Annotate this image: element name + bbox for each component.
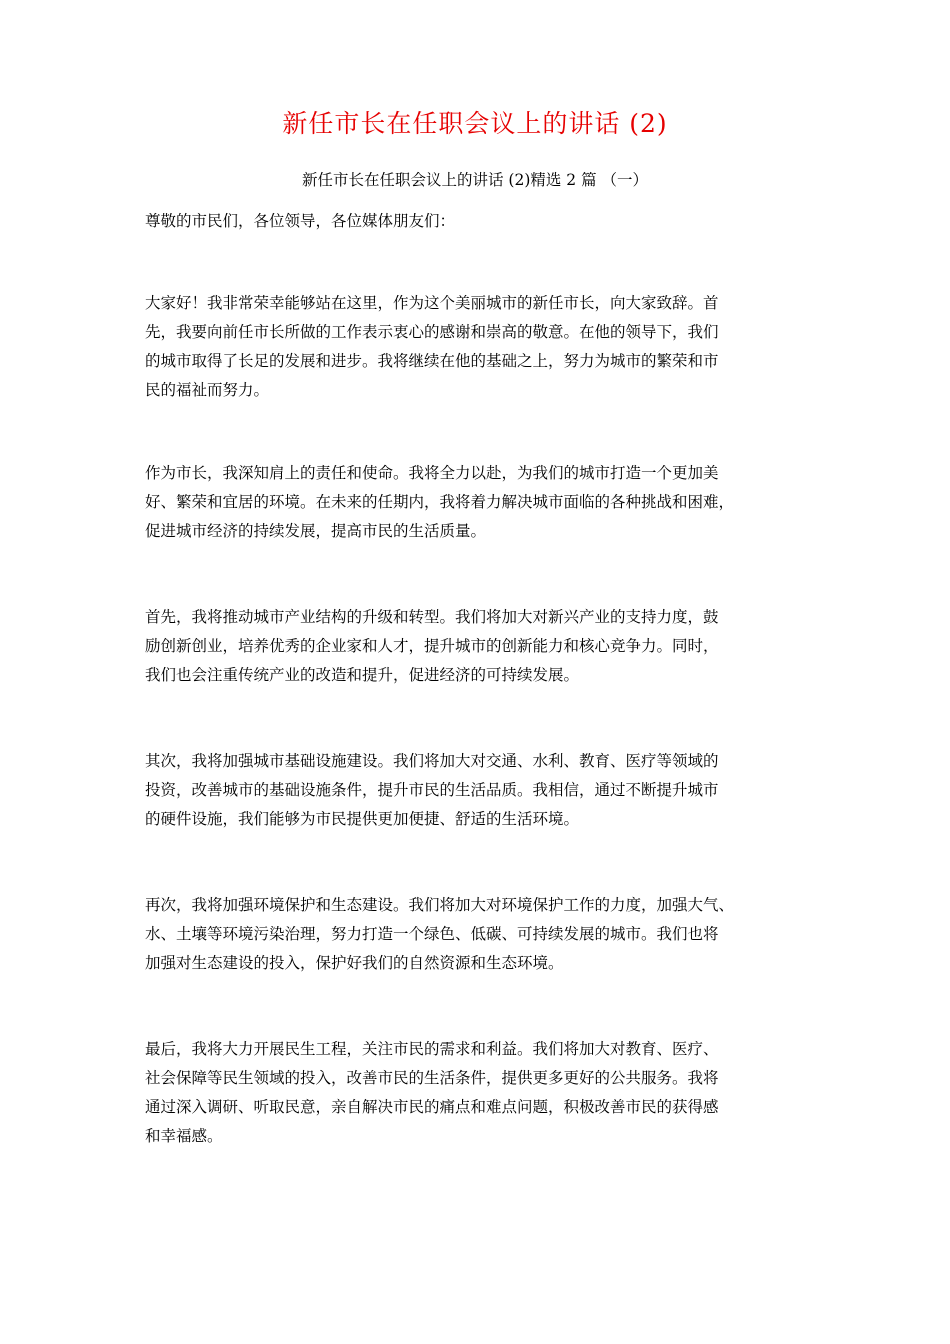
paragraph-line: 先，我要向前任市长所做的工作表示衷心的感谢和崇高的敬意。在他的领导下，我们 [145, 323, 719, 341]
paragraph-line: 好、繁荣和宜居的环境。在未来的任期内，我将着力解决城市面临的各种挑战和困难， [145, 493, 735, 511]
paragraph-2 [145, 459, 825, 546]
salutation: 尊敬的市民们，各位领导，各位媒体朋友们： [145, 212, 456, 230]
paragraph-line: 投资，改善城市的基础设施条件，提升市民的生活品质。我相信，通过不断提升城市 [145, 781, 719, 799]
paragraph-1 [145, 289, 825, 405]
paragraph-line: 作为市长，我深知肩上的责任和使命。我将全力以赴，为我们的城市打造一个更加美 [145, 464, 719, 482]
paragraph-5 [145, 891, 825, 978]
paragraph-line: 的硬件设施，我们能够为市民提供更加便捷、舒适的生活环境。 [145, 810, 580, 828]
paragraph-6 [145, 1035, 825, 1151]
paragraph-line: 首先，我将推动城市产业结构的升级和转型。我们将加大对新兴产业的支持力度，鼓 [145, 608, 719, 626]
paragraph-line: 励创新创业，培养优秀的企业家和人才，提升城市的创新能力和核心竞争力。同时， [145, 637, 719, 655]
paragraph-line: 的城市取得了长足的发展和进步。我将继续在他的基础之上，努力为城市的繁荣和市 [145, 352, 719, 370]
paragraph-3 [145, 603, 825, 690]
document-subtitle: 新任市长在任职会议上的讲话 (2)精选 2 篇 （一） [301, 171, 649, 189]
paragraph-line: 通过深入调研、听取民意，亲自解决市民的痛点和难点问题，积极改善市民的获得感 [145, 1098, 719, 1116]
paragraph-line: 大家好！我非常荣幸能够站在这里，作为这个美丽城市的新任市长，向大家致辞。首 [145, 294, 719, 312]
page-title: 新任市长在任职会议上的讲话 (2) [282, 109, 668, 138]
paragraph-4 [145, 747, 825, 834]
paragraph-line: 和幸福感。 [145, 1127, 223, 1145]
paragraph-line: 最后，我将大力开展民生工程，关注市民的需求和利益。我们将加大对教育、医疗、 [145, 1040, 719, 1058]
paragraph-line: 加强对生态建设的投入，保护好我们的自然资源和生态环境。 [145, 954, 564, 972]
paragraph-line: 我们也会注重传统产业的改造和提升，促进经济的可持续发展。 [145, 666, 580, 684]
paragraph-line: 社会保障等民生领域的投入，改善市民的生活条件，提供更多更好的公共服务。我将 [145, 1069, 719, 1087]
paragraph-line: 水、土壤等环境污染治理，努力打造一个绿色、低碳、可持续发展的城市。我们也将 [145, 925, 719, 943]
paragraph-line: 促进城市经济的持续发展，提高市民的生活质量。 [145, 522, 487, 540]
paragraph-line: 其次，我将加强城市基础设施建设。我们将加大对交通、水利、教育、医疗等领域的 [145, 752, 719, 770]
paragraph-line: 再次，我将加强环境保护和生态建设。我们将加大对环境保护工作的力度，加强大气、 [145, 896, 735, 914]
paragraph-line: 民的福祉而努力。 [145, 381, 270, 399]
